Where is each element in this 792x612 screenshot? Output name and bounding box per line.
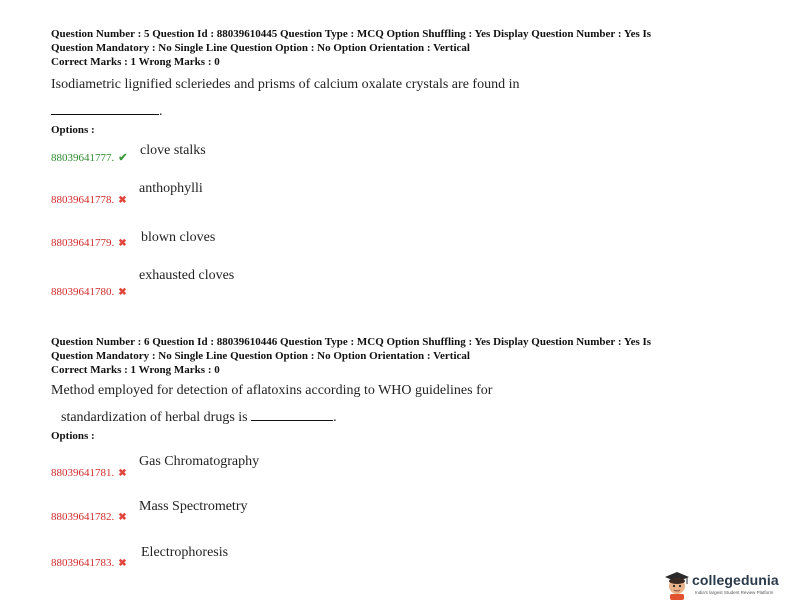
option-id: 88039641778. bbox=[51, 194, 115, 206]
question-marks: Correct Marks : 1 Wrong Marks : 0 bbox=[51, 56, 220, 68]
option-id-row bbox=[51, 511, 127, 523]
logo-tagline: India's largest Student Review Platform bbox=[695, 590, 774, 595]
option-text: clove stalks bbox=[140, 143, 206, 158]
options-label: Options : bbox=[51, 124, 95, 136]
mascot-icon bbox=[662, 568, 692, 600]
option-text: Gas Chromatography bbox=[139, 454, 260, 469]
cross-icon: ✖ bbox=[118, 238, 127, 249]
option-id: 88039641783. bbox=[51, 557, 115, 569]
question-6-text-line2 bbox=[61, 410, 337, 426]
cross-icon: ✖ bbox=[118, 558, 127, 569]
option-text: blown cloves bbox=[141, 230, 216, 245]
question-meta-line: Question Mandatory : No Single Line Question Option : No Option Orientation : Vertical bbox=[51, 350, 470, 362]
option-id-row bbox=[51, 194, 127, 206]
option-text: exhausted cloves bbox=[139, 268, 235, 283]
answer-blank bbox=[51, 113, 159, 115]
option-id-row bbox=[51, 237, 127, 249]
option-id: 88039641779. bbox=[51, 237, 115, 249]
option-id: 88039641780. bbox=[51, 286, 115, 298]
blank-suffix: . bbox=[333, 410, 337, 425]
question-marks: Correct Marks : 1 Wrong Marks : 0 bbox=[51, 364, 220, 376]
option-text: Electrophoresis bbox=[141, 545, 229, 560]
question-meta-line: Question Mandatory : No Single Line Question Option : No Option Orientation : Vertical bbox=[51, 42, 470, 54]
question-5-text: Isodiametric lignified scleriedes and prisms of calcium oxalate crystals are found in bbox=[51, 77, 520, 92]
cross-icon: ✖ bbox=[118, 287, 127, 298]
question-5-blank-line bbox=[51, 104, 163, 120]
collegedunia-logo bbox=[662, 566, 786, 604]
question-6-text: Method employed for detection of aflatoxins according to WHO guidelines for bbox=[51, 383, 493, 398]
option-id: 88039641777. bbox=[51, 152, 115, 164]
blank-suffix: . bbox=[159, 104, 163, 119]
option-id-row bbox=[51, 286, 127, 298]
option-text: anthophylli bbox=[139, 181, 203, 196]
cross-icon: ✖ bbox=[118, 512, 127, 523]
question-5-meta bbox=[51, 27, 741, 69]
question-meta-line: Question Number : 5 Question Id : 88039610445 Question Type : MCQ Option Shuffling : Yes Display Question Number : Yes Is bbox=[51, 28, 652, 40]
question-text-part: standardization of herbal drugs is bbox=[61, 410, 248, 425]
option-text: Mass Spectrometry bbox=[139, 499, 248, 514]
cross-icon: ✖ bbox=[118, 468, 127, 479]
option-id: 88039641781. bbox=[51, 467, 115, 479]
options-label: Options : bbox=[51, 430, 95, 442]
question-meta-line: Question Number : 6 Question Id : 88039610446 Question Type : MCQ Option Shuffling : Yes Display Question Number : Yes Is bbox=[51, 336, 652, 348]
option-id: 88039641782. bbox=[51, 511, 115, 523]
question-6-meta bbox=[51, 335, 741, 377]
answer-blank bbox=[251, 419, 333, 421]
cross-icon: ✖ bbox=[118, 195, 127, 206]
check-icon: ✔ bbox=[118, 152, 128, 164]
option-id-row bbox=[51, 467, 127, 479]
option-id-row bbox=[51, 151, 127, 164]
option-id-row bbox=[51, 557, 127, 569]
logo-wordmark: collegedunia bbox=[692, 572, 779, 588]
